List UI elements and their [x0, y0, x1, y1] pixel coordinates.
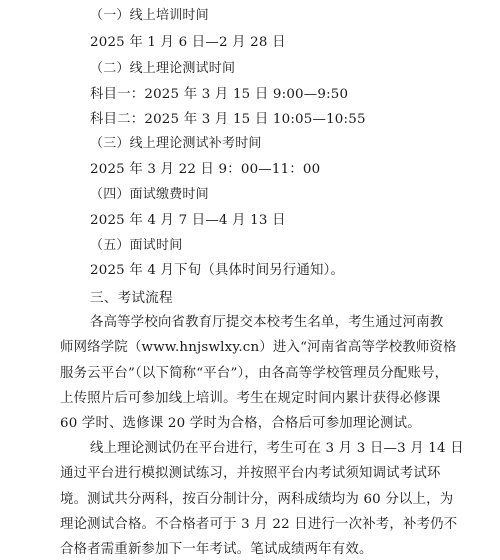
makeup-test-date: 2025 年 3 月 22 日 9：00—11：00	[90, 162, 321, 177]
paragraph-line: 通过平台进行模拟测试练习，并按照平台内考试须知调试考试环	[60, 466, 441, 481]
interview-date: 2025 年 4 月下旬（具体时间另行通知）。	[90, 263, 345, 278]
paragraph-line: 师网络学院（www.hnjswlxy.cn）进入“河南省高等学校教师资格	[60, 340, 457, 355]
online-training-date: 2025 年 1 月 6 日—2 月 28 日	[90, 35, 286, 50]
section-heading-interview-fee: （四）面试缴费时间	[90, 187, 209, 202]
paragraph-line: 60 学时、选修课 20 学时为合格，合格后可参加理论测试。	[60, 416, 421, 431]
section-heading-interview: （五）面试时间	[90, 238, 183, 253]
paragraph-line: 服务云平台”（以下简称“平台”），由各高等学校管理员分配账号，	[60, 366, 449, 381]
section-heading-exam-process: 三、考试流程	[90, 290, 173, 306]
paragraph-line: 境。测试共分两科，按百分制计分，两科成绩均为 60 分以上，为	[60, 492, 454, 507]
section-heading-online-training: （一）线上培训时间	[90, 8, 209, 23]
section-heading-makeup-test: （三）线上理论测试补考时间	[90, 136, 262, 151]
theory-test-subject2: 科目二：2025 年 3 月 15 日 10:05—10:55	[90, 112, 366, 127]
paragraph-line: 线上理论测试仍在平台进行，考生可在 3 月 3 日—3 月 14 日	[90, 441, 464, 456]
interview-fee-date: 2025 年 4 月 7 日—4 月 13 日	[90, 213, 286, 228]
paragraph-line: 上传照片后可参加线上培训。考生在规定时间内累计获得必修课	[60, 391, 441, 406]
paragraph-line: 合格者需重新参加下一年考试。笔试成绩两年有效。	[60, 542, 373, 557]
paragraph-line: 各高等学校向省教育厅提交本校考生名单，考生通过河南教	[90, 315, 444, 330]
section-heading-theory-test: （二）线上理论测试时间	[90, 61, 236, 76]
theory-test-subject1: 科目一：2025 年 3 月 15 日 9:00—9:50	[90, 87, 349, 102]
paragraph-line: 理论测试合格。不合格者可于 3 月 22 日进行一次补考，补考仍不	[60, 517, 458, 532]
